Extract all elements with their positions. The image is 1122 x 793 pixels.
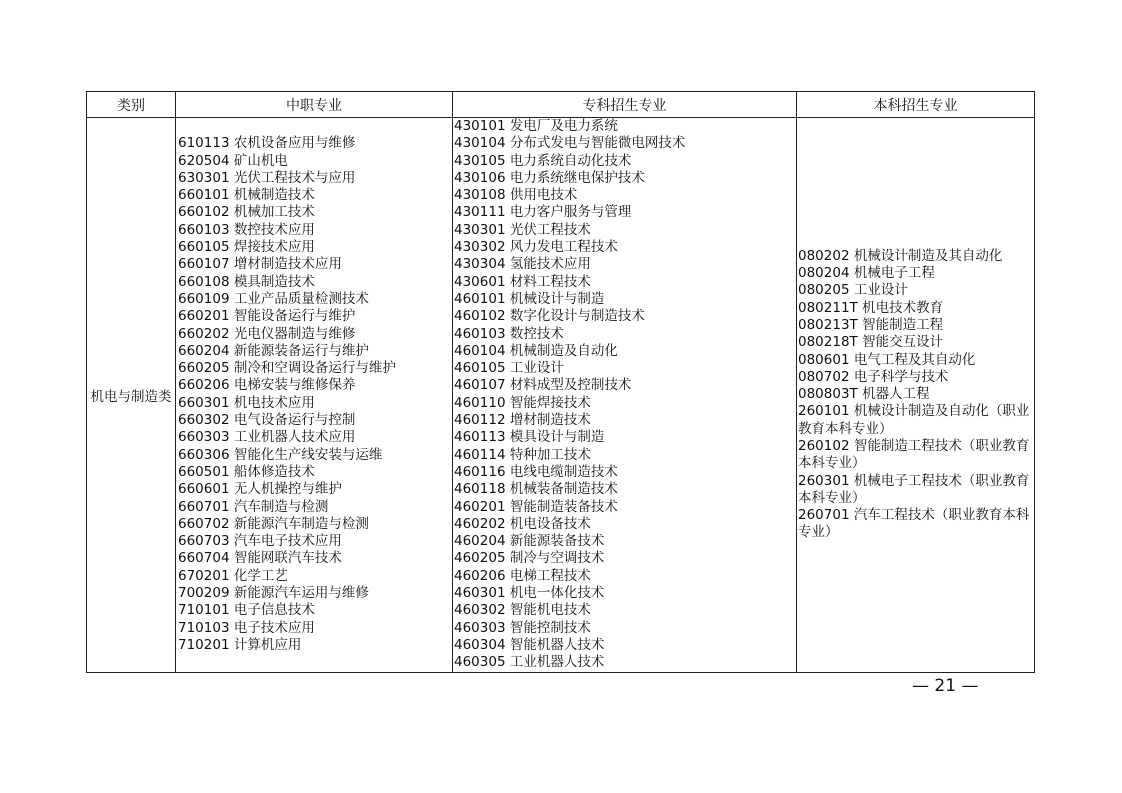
page-number: — 21 — — [912, 676, 979, 696]
list-item: 080213T 智能制造工程 — [798, 316, 944, 333]
list-item: 660501 船体修造技术 — [178, 463, 315, 480]
list-item: 700209 新能源汽车运用与维修 — [178, 585, 369, 602]
list-item: 660201 智能设备运行与维护 — [178, 308, 356, 325]
list-item: 460206 电梯工程技术 — [454, 567, 591, 584]
list-item: 460304 智能机器人技术 — [454, 636, 605, 653]
junior-college-cell — [453, 118, 797, 673]
list-item: 660301 机电技术应用 — [178, 394, 315, 411]
list-item: 460201 智能制造装备技术 — [454, 498, 618, 515]
list-item: 460113 模具设计与制造 — [454, 429, 605, 446]
list-item: 080218T 智能交互设计 — [798, 334, 944, 351]
header-category: 类别 — [87, 92, 176, 118]
secondary-vocational-cell — [176, 118, 453, 673]
list-item: 460202 机电设备技术 — [454, 515, 591, 532]
list-item: 430104 分布式发电与智能微电网技术 — [454, 135, 686, 152]
list-item: 260102 智能制造工程技术（职业教育本科专业） — [798, 437, 1030, 472]
list-item: 260101 机械设计制造及自动化（职业教育本科专业） — [798, 403, 1030, 437]
list-item: 430302 风力发电工程技术 — [454, 239, 618, 256]
list-item: 460101 机械设计与制造 — [454, 290, 605, 307]
list-item: 080702 电子科学与技术 — [798, 368, 949, 385]
list-item: 660601 无人机操控与维护 — [178, 481, 342, 498]
list-item: 460107 材料成型及控制技术 — [454, 377, 632, 394]
list-item: 460104 机械制造及自动化 — [454, 342, 618, 359]
list-item: 710103 电子技术应用 — [178, 619, 315, 636]
list-item: 710201 计算机应用 — [178, 636, 302, 653]
list-item: 660101 机械制造技术 — [178, 187, 315, 204]
list-item: 660303 工业机器人技术应用 — [178, 429, 356, 446]
list-item: 430101 发电厂及电力系统 — [454, 118, 618, 134]
list-item: 430108 供用电技术 — [454, 187, 578, 204]
header-row — [87, 92, 1035, 118]
list-item: 460114 特种加工技术 — [454, 446, 591, 463]
list-item: 660302 电气设备运行与控制 — [178, 412, 356, 429]
list-item: 430601 材料工程技术 — [454, 273, 591, 290]
list-item: 460303 智能控制技术 — [454, 619, 591, 636]
list-item: 080204 机械电子工程 — [798, 265, 935, 282]
header-undergraduate: 本科招生专业 — [797, 92, 1035, 118]
list-item: 660204 新能源装备运行与维护 — [178, 342, 369, 359]
list-item: 460112 增材制造技术 — [454, 412, 591, 429]
list-item: 620504 矿山机电 — [178, 152, 288, 169]
list-item: 460118 机械装备制造技术 — [454, 481, 618, 498]
list-item: 460110 智能焊接技术 — [454, 394, 591, 411]
list-item: 260301 机械电子工程技术（职业教育本科专业） — [798, 472, 1030, 506]
list-item: 460116 电线电缆制造技术 — [454, 463, 618, 480]
secondary-vocational-list — [176, 135, 452, 654]
list-item: 460102 数字化设计与制造技术 — [454, 308, 645, 325]
list-item: 660306 智能化生产线安装与运维 — [178, 446, 383, 463]
list-item: 660704 智能网联汽车技术 — [178, 550, 342, 567]
list-item: 660206 电梯安装与维修保养 — [178, 377, 356, 394]
list-item: 430301 光伏工程技术 — [454, 221, 591, 238]
table-row — [87, 118, 1035, 673]
list-item: 080202 机械设计制造及其自动化 — [798, 247, 1003, 264]
category-cell: 机电与制造类 — [87, 118, 176, 673]
list-item: 460301 机电一体化技术 — [454, 585, 605, 602]
list-item: 460103 数控技术 — [454, 325, 564, 342]
list-item: 660205 制冷和空调设备运行与维护 — [178, 360, 396, 377]
undergraduate-cell — [797, 118, 1035, 673]
list-item: 460205 制冷与空调技术 — [454, 550, 605, 567]
list-item: 630301 光伏工程技术与应用 — [178, 169, 356, 186]
undergraduate-list — [797, 248, 1034, 542]
list-item: 080803T 机器人工程 — [798, 386, 930, 403]
major-table — [86, 91, 1035, 673]
list-item: 660701 汽车制造与检测 — [178, 498, 329, 515]
list-item: 660702 新能源汽车制造与检测 — [178, 515, 369, 532]
list-item: 460204 新能源装备技术 — [454, 533, 605, 550]
list-item: 080601 电气工程及其自动化 — [798, 351, 976, 368]
list-item: 460305 工业机器人技术 — [454, 654, 605, 671]
list-item: 660202 光电仪器制造与维修 — [178, 325, 356, 342]
list-item: 260701 汽车工程技术（职业教育本科专业） — [798, 507, 1030, 541]
list-item: 080211T 机电技术教育 — [798, 299, 944, 316]
list-item: 710101 电子信息技术 — [178, 602, 315, 619]
header-secondary-vocational: 中职专业 — [176, 92, 453, 118]
list-item: 660108 模具制造技术 — [178, 273, 315, 290]
list-item: 460302 智能机电技术 — [454, 602, 591, 619]
list-item: 610113 农机设备应用与维修 — [178, 135, 356, 152]
list-item: 430304 氢能技术应用 — [454, 256, 591, 273]
list-item: 430105 电力系统自动化技术 — [454, 152, 632, 169]
list-item: 660703 汽车电子技术应用 — [178, 533, 342, 550]
list-item: 660109 工业产品质量检测技术 — [178, 290, 369, 307]
list-item: 430111 电力客户服务与管理 — [454, 204, 632, 221]
list-item: 660107 增材制造技术应用 — [178, 256, 342, 273]
list-item: 660103 数控技术应用 — [178, 221, 315, 238]
junior-college-list — [453, 118, 796, 672]
list-item: 460105 工业设计 — [454, 360, 564, 377]
header-junior-college: 专科招生专业 — [453, 92, 797, 118]
list-item: 660102 机械加工技术 — [178, 204, 315, 221]
list-item: 080205 工业设计 — [798, 282, 908, 299]
list-item: 430106 电力系统继电保护技术 — [454, 169, 645, 186]
list-item: 670201 化学工艺 — [178, 567, 288, 584]
list-item: 660105 焊接技术应用 — [178, 239, 315, 256]
